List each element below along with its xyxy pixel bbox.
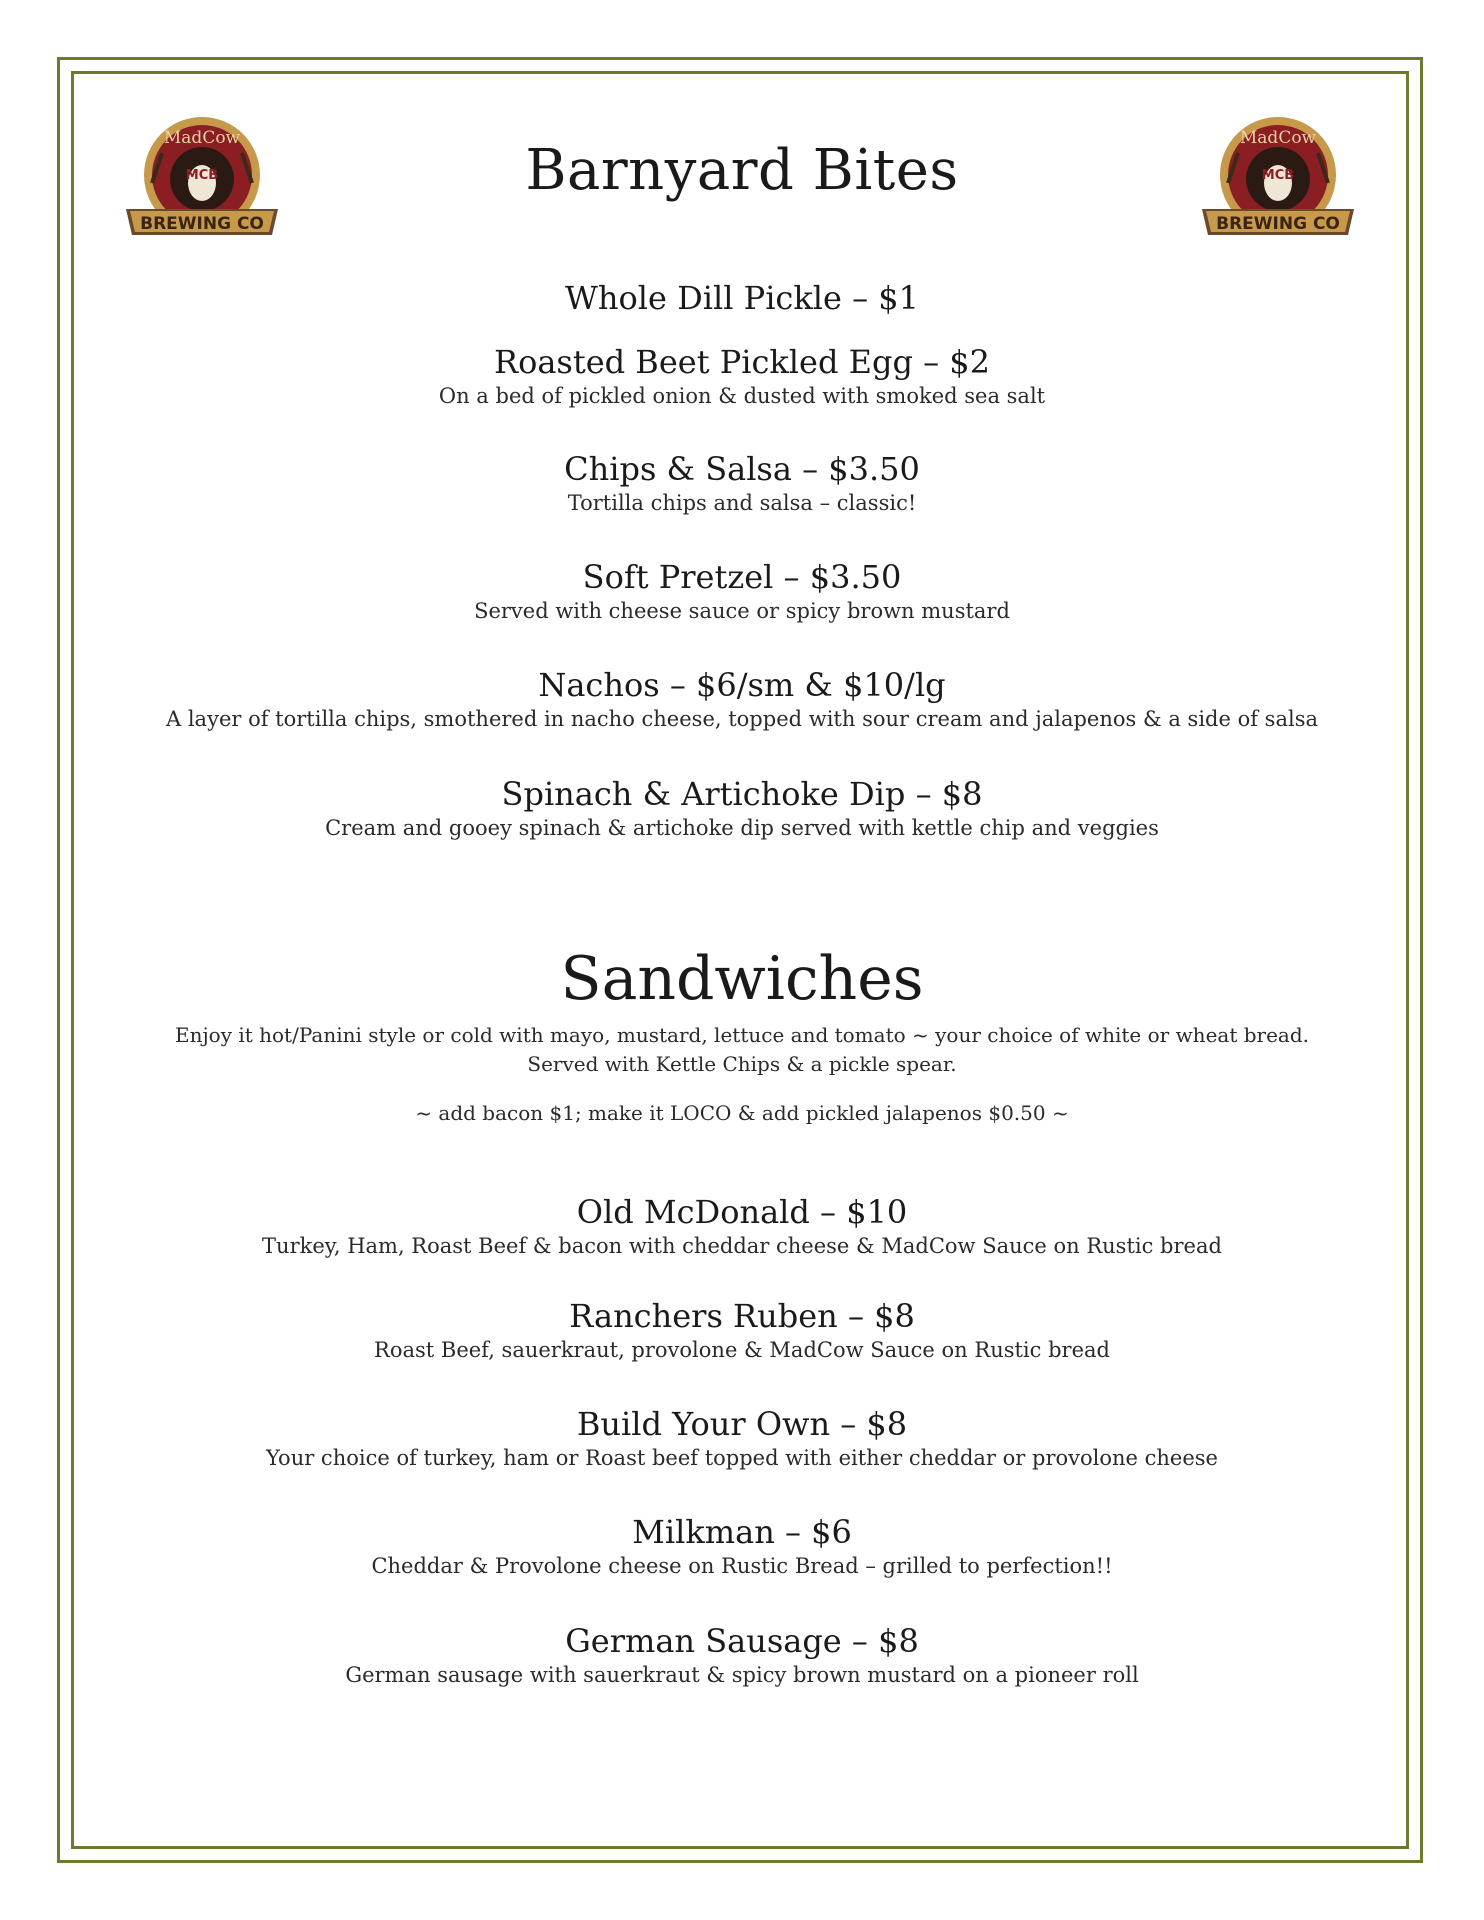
barnyard-bites-title: Barnyard Bites	[525, 138, 959, 203]
menu-item	[0, 1296, 1484, 1364]
item-name: German Sausage – $8	[565, 1622, 919, 1660]
menu-item	[0, 278, 1484, 318]
menu-item	[0, 557, 1484, 625]
item-name: Soft Pretzel – $3.50	[582, 558, 902, 596]
item-description: Tortilla chips and salsa – classic!	[567, 491, 917, 515]
intro-line-2: Served with Kettle Chips & a pickle spear.	[527, 1052, 957, 1076]
item-description: Served with cheese sauce or spicy brown mustard	[474, 599, 1010, 623]
logo-center-text: MCB	[1261, 168, 1295, 183]
logo-arc-text: MadCow	[163, 128, 241, 148]
item-description: German sausage with sauerkraut & spicy brown mustard on a pioneer roll	[345, 1663, 1139, 1687]
item-description: Your choice of turkey, ham or Roast beef topped with either cheddar or provolone cheese	[266, 1446, 1218, 1470]
item-name: Spinach & Artichoke Dip – $8	[501, 775, 983, 813]
item-name: Whole Dill Pickle – $1	[565, 279, 919, 317]
item-name: Roasted Beet Pickled Egg – $2	[493, 343, 991, 381]
menu-item	[0, 1404, 1484, 1472]
menu-item	[0, 774, 1484, 842]
item-description: Roast Beef, sauerkraut, provolone & MadCow Sauce on Rustic bread	[374, 1338, 1110, 1362]
sandwiches-addons: ~ add bacon $1; make it LOCO & add pickled jalapenos $0.50 ~	[415, 1101, 1069, 1125]
logo-arc-text: MadCow	[1239, 128, 1317, 148]
sandwiches-intro	[0, 1021, 1484, 1079]
logo-banner-text: BREWING CO	[140, 214, 264, 234]
item-name: Chips & Salsa – $3.50	[564, 450, 920, 488]
menu-item	[0, 1621, 1484, 1689]
item-description: On a bed of pickled onion & dusted with smoked sea salt	[438, 384, 1046, 408]
item-name: Ranchers Ruben – $8	[569, 1297, 915, 1335]
intro-line-1: Enjoy it hot/Panini style or cold with mayo, mustard, lettuce and tomato ~ your choice of white or wheat bread.	[174, 1023, 1310, 1047]
menu-item	[0, 342, 1484, 410]
item-description: Cream and gooey spinach & artichoke dip served with kettle chip and veggies	[325, 816, 1159, 840]
item-name: Milkman – $6	[632, 1513, 852, 1551]
sandwiches-title: Sandwiches	[560, 944, 924, 1014]
logo-center-text: MCB	[185, 168, 219, 183]
menu-item	[0, 665, 1484, 733]
item-description: Turkey, Ham, Roast Beef & bacon with cheddar cheese & MadCow Sauce on Rustic bread	[262, 1234, 1222, 1258]
item-name: Build Your Own – $8	[576, 1405, 908, 1443]
item-name: Old McDonald – $10	[576, 1193, 908, 1231]
menu-item	[0, 449, 1484, 517]
logo-banner-text: BREWING CO	[1216, 214, 1340, 234]
menu-item	[0, 1192, 1484, 1260]
item-description: Cheddar & Provolone cheese on Rustic Bread – grilled to perfection!!	[371, 1554, 1113, 1578]
item-description: A layer of tortilla chips, smothered in nacho cheese, topped with sour cream and jalapenos & a side of salsa	[166, 707, 1318, 731]
item-name: Nachos – $6/sm & $10/lg	[538, 666, 946, 704]
menu-item	[0, 1512, 1484, 1580]
